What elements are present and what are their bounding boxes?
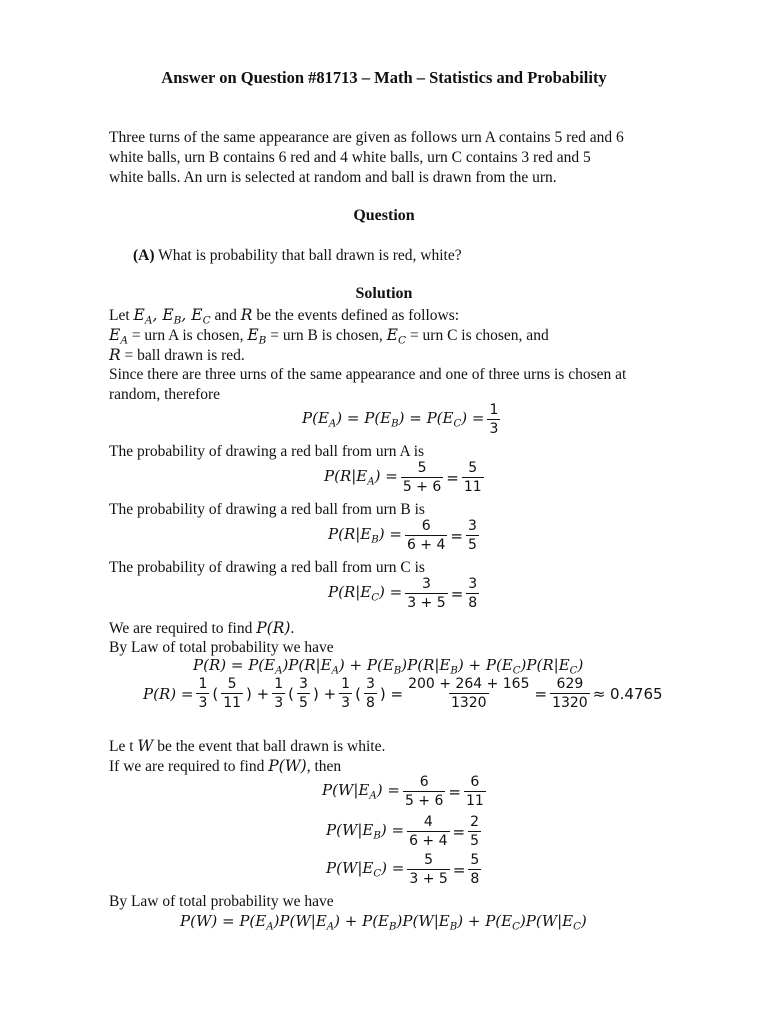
since-paragraph: Since there are three urns of the same appearance and one of three urns is chosen at random, therefore (109, 366, 627, 403)
page-title: Answer on Question #81713 – Math – Statistics and Probability (161, 68, 607, 87)
intro-paragraph (109, 128, 624, 188)
definition-r-line: R = ball drawn is red. (109, 346, 245, 364)
question-heading: Question (353, 207, 415, 224)
intro-line: Three turns of the same appearance are given as follows urn A contains 5 red and 6 (109, 129, 624, 146)
prob-c-text: The probability of drawing a red ball from urn C is (109, 559, 425, 576)
equation-total-r-values: P(R) = $\frac{1}{3}$ ( $\frac{5}{11}$ ) + $\frac{1}{3}$ ( $\frac{3}{5}$ ) + $\frac{1}{3}$ ( $\frac{3}{8}$ ) = $\frac{200 + 264 + 165}{1320}$ = $\frac{629}{1320}$ ≈ 0.4765 (143, 676, 663, 711)
math-events: $E_A$, $E_B$, $E_C$ (133, 306, 211, 327)
equation-white-c: $P(W|E_C)$ = $\frac{5}{3 + 5}$ = $\frac{5}{8}$ (326, 852, 480, 887)
intro-line: white balls, urn B contains 6 red and 4 white balls, urn C contains 3 red and 5 (109, 149, 591, 166)
equation-red-a: $P(R|E_A)$ = $\frac{5}{5 + 6}$ = $\frac{5}{11}$ (324, 460, 482, 495)
intro-line: white balls. An urn is selected at random and ball is drawn from the urn. (109, 169, 557, 186)
let-w-line: Le t W be the event that ball drawn is white. (109, 737, 386, 755)
question-text: What is probability that ball drawn is red, white? (158, 247, 462, 264)
equation-red-c: $P(R|E_C)$ = $\frac{3}{3 + 5}$ = $\frac{3}{8}$ (328, 576, 478, 611)
law-text: By Law of total probability we have (109, 639, 334, 656)
if-w-line: If we are required to find P(W), then (109, 757, 342, 775)
question-label: (A) (133, 247, 155, 264)
let-line: Let $E_A$, $E_B$, $E_C$ and R be the events defined as follows: (109, 306, 460, 327)
law-text-2: By Law of total probability we have (109, 893, 334, 910)
required-r-line: We are required to find P(R). (109, 619, 295, 637)
equation-total-w: $P(W) = P(E_A)P(W|E_A) + P(E_B)P(W|E_B) + P(E_C)P(W|E_C)$ (180, 912, 587, 933)
definition-line: $E_A$ = urn A is chosen, $E_B$ = urn B is chosen, $E_C$ = urn C is chosen, and (109, 326, 549, 347)
prob-b-text: The probability of drawing a red ball from urn B is (109, 501, 425, 518)
equation-red-b: $P(R|E_B)$ = $\frac{6}{6 + 4}$ = $\frac{3}{5}$ (328, 518, 477, 553)
equation-white-b: $P(W|E_B)$ = $\frac{4}{6 + 4}$ = $\frac{2}{5}$ (326, 814, 480, 849)
solution-heading: Solution (355, 285, 413, 302)
equation-total-r: $P(R) = P(E_A)P(R|E_A) + P(E_B)P(R|E_B) + P(E_C)P(R|E_C)$ (193, 656, 584, 677)
question-line (133, 246, 462, 266)
equation-white-a: $P(W|E_A)$ = $\frac{6}{5 + 6}$ = $\frac{6}{11}$ (322, 774, 484, 809)
equation-prior: $P(E_A) = P(E_B) = P(E_C)$ = $\frac{1}{3}$ (302, 402, 499, 437)
prob-a-text: The probability of drawing a red ball from urn A is (109, 443, 425, 460)
